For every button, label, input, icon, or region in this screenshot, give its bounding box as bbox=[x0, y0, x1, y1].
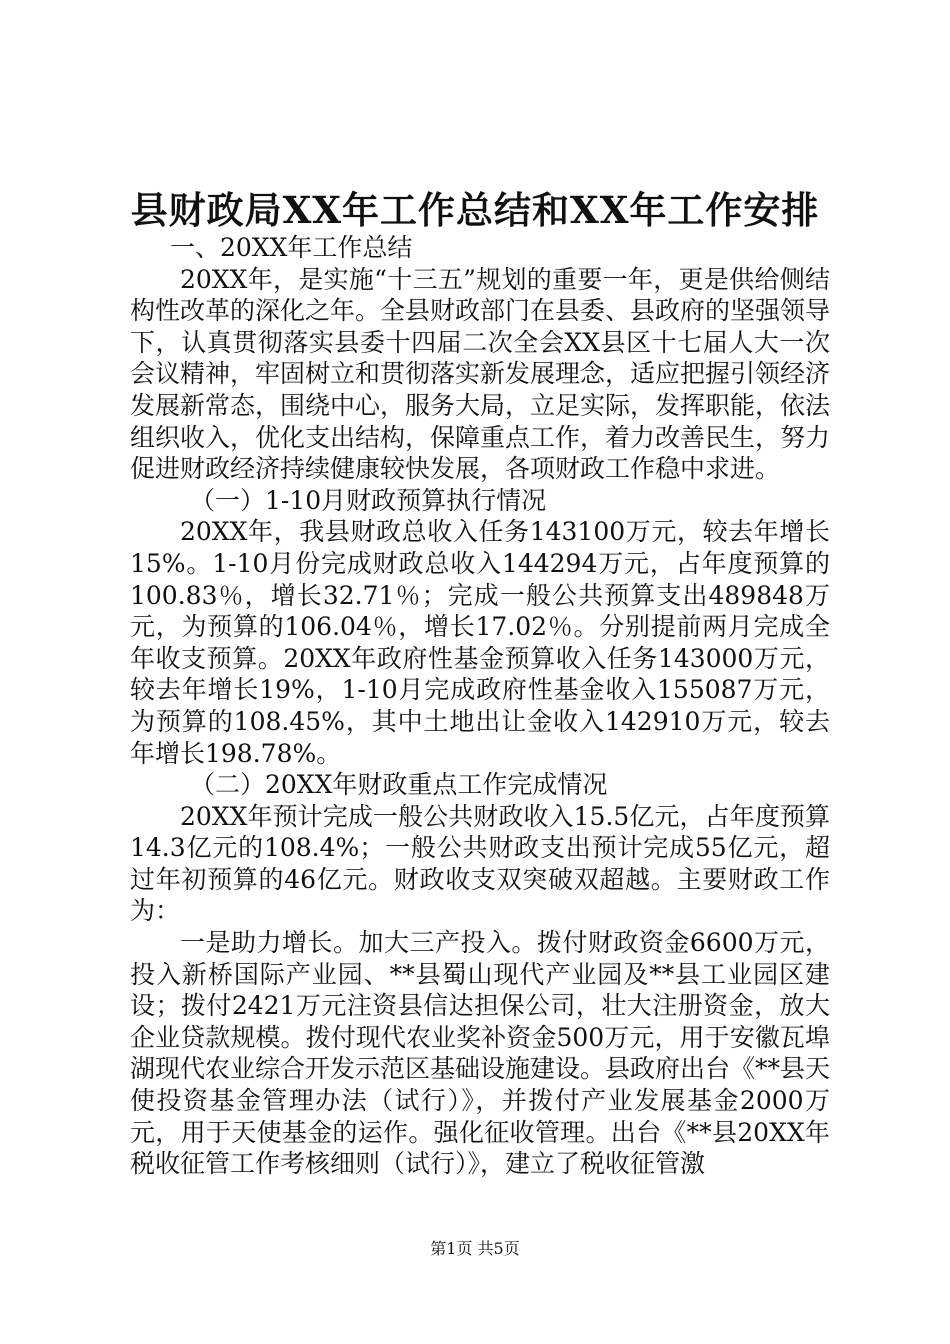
subsection-heading: （一）1-10月财政预算执行情况 bbox=[190, 485, 547, 515]
body-paragraph: 20XX年，是实施“十三五”规划的重要一年，更是供给侧结构性改革的深化之年。全县财政部门在县委、县政府的坚强领导下，认真贯彻落实县委十四届二次全会XX县区十七届人大一次会议精神，牢固树立和贯彻落实新发展理念，适应把握引领经济发展新常态，围绕中心，服务大局，立足实际，发挥职能，依法组织收入，优化支出结构，保障重点工作，着力改善民生，努力促进财政经济持续健康较快发展，各项财政工作稳中求进。 bbox=[130, 264, 831, 484]
document-title: 县财政局XX年工作总结和XX年工作安排 bbox=[130, 188, 820, 232]
page-footer: 第1页 共5页 bbox=[430, 1239, 520, 1258]
body-paragraph: 20XX年预计完成一般公共财政收入15.5亿元，占年度预算14.3亿元的108.4%；一般公共财政支出预计完成55亿元，超过年初预算的46亿元。财政收支双突破双超越。主要财政工作为： bbox=[130, 801, 830, 926]
section-heading: 一、20XX年工作总结 bbox=[170, 233, 413, 262]
body-paragraph: 20XX年，我县财政总收入任务143100万元，较去年增长15%。1-10月份完成财政总收入144294万元，占年度预算的100.83％，增长32.71％；完成一般公共预算支出489848万元，为预算的106.04％，增长17.02％。分别提前两月完成全年收支预算。20XX年政府性基金预算收入任务143000万元，较去年增长19%，1-10月完成政府性基金收入155087万元，为预算的108.45%，其中土地出让金收入142910万元，较去年增长198.78%。 bbox=[130, 517, 830, 768]
body-paragraph: 一是助力增长。加大三产投入。拨付财政资金6600万元，投入新桥国际产业园、**县蜀山现代产业园及**县工业园区建设；拨付2421万元注资县信达担保公司，壮大注册资金，放大企业贷款规模。拨付现代农业奖补资金500万元，用于安徽瓦埠湖现代农业综合开发示范区基础设施建设。县政府出台《**县天使投资基金管理办法（试行）》，并拨付产业发展基金2000万元，用于天使基金的运作。强化征收管理。出台《**县20XX年税收征管工作考核细则（试行）》，建立了税收征管激 bbox=[130, 928, 831, 1179]
document-body bbox=[130, 232, 830, 1180]
subsection-heading: （二）20XX年财政重点工作完成情况 bbox=[190, 770, 608, 800]
